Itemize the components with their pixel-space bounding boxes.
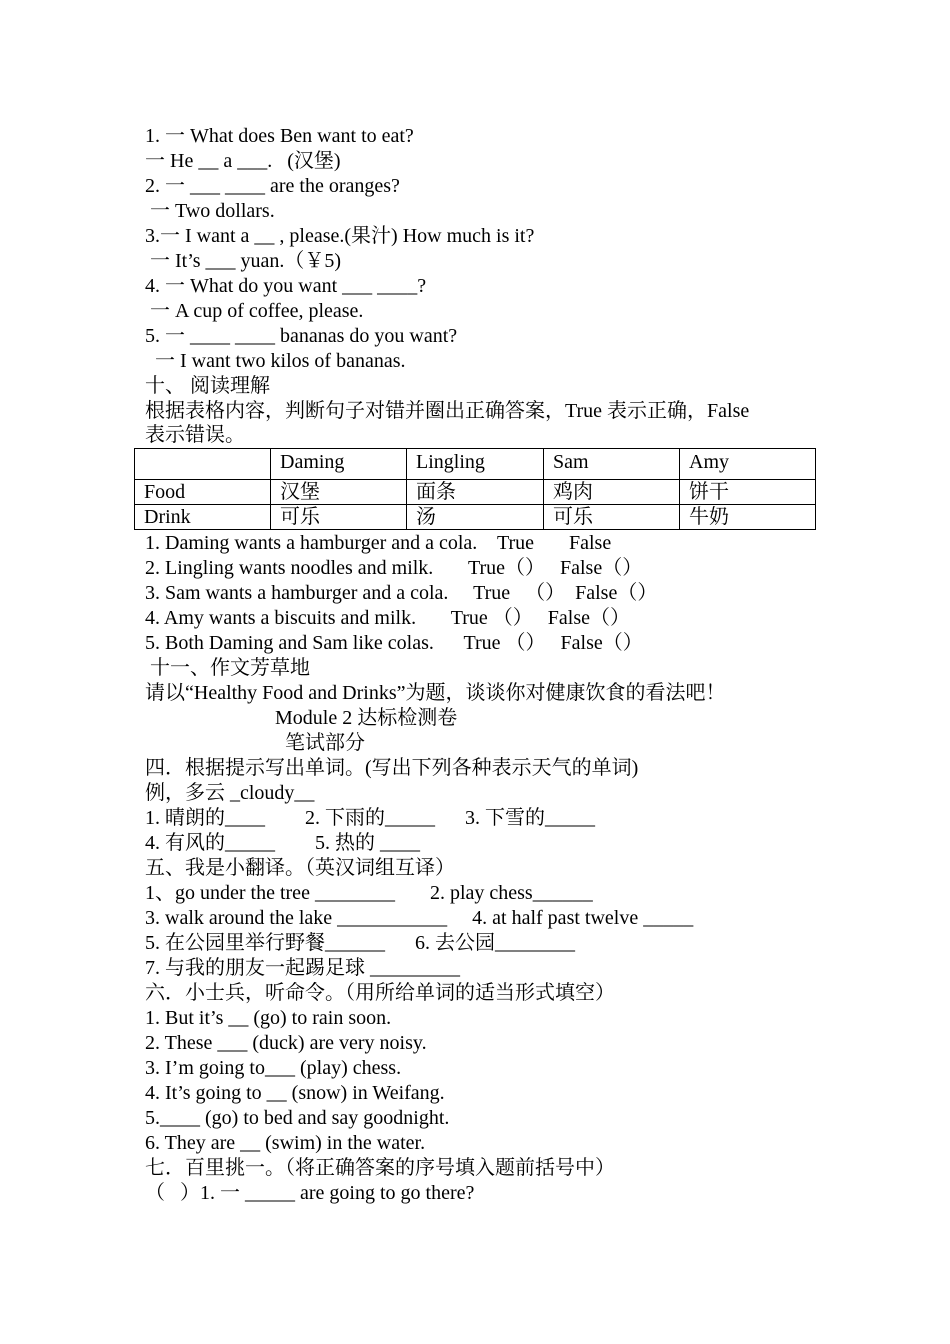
text-line: 5. 一 ____ ____ bananas do you want? <box>145 325 458 347</box>
table-cell <box>135 449 271 480</box>
table-cell: 饼干 <box>680 480 816 505</box>
text-line: 2. 一 ___ ____ are the oranges? <box>145 175 400 197</box>
text-line: 1. But it’s __ (go) to rain soon. <box>145 1007 392 1029</box>
text-line: 4. Amy wants a biscuits and milk. True （） False（） <box>145 607 630 629</box>
table-cell: Sam <box>544 449 680 480</box>
table-cell: 汤 <box>407 505 544 530</box>
text-line: 3. walk around the lake ___________ 4. at half past twelve _____ <box>145 907 694 929</box>
text-line: 一 It’s ___ yuan.（￥5) <box>145 250 342 272</box>
table-cell: 牛奶 <box>680 505 816 530</box>
table-header-row <box>135 449 816 480</box>
text-line: 1. 晴朗的____ 2. 下雨的_____ 3. 下雪的_____ <box>145 807 595 829</box>
page-title: Module 2 达标检测卷 <box>145 707 458 729</box>
section-heading: 六．小士兵，听命令。（用所给单词的适当形式填空） <box>145 982 615 1004</box>
text-line: 1. 一 What does Ben want to eat? <box>145 125 414 147</box>
table-cell: Daming <box>271 449 407 480</box>
text-line: 1. Daming wants a hamburger and a cola. True False <box>145 532 612 554</box>
text-line: 3. I’m going to___ (play) chess. <box>145 1057 402 1079</box>
table-cell: Food <box>135 480 271 505</box>
section-heading: 十、 阅读理解 <box>145 375 270 397</box>
text-line: 6. They are __ (swim) in the water. <box>145 1132 426 1154</box>
table-cell: Drink <box>135 505 271 530</box>
text-line: 2. These ___ (duck) are very noisy. <box>145 1032 427 1054</box>
table-cell: 可乐 <box>544 505 680 530</box>
text-line: 一 A cup of coffee, please. <box>145 300 364 322</box>
table-cell: 鸡肉 <box>544 480 680 505</box>
instruction-text: 根据表格内容，判断句子对错并圈出正确答案，True 表示正确，False <box>145 400 750 422</box>
section-heading: 四．根据提示写出单词。(写出下列各种表示天气的单词) <box>145 757 639 779</box>
table-row <box>135 505 816 530</box>
text-line: 一 He __ a ___. (汉堡) <box>145 150 341 172</box>
text-line: 7. 与我的朋友一起踢足球 _________ <box>145 957 460 979</box>
text-line: 5. Both Daming and Sam like colas. True （） False（） <box>145 632 643 654</box>
table-cell: Lingling <box>407 449 544 480</box>
text-line: 一 I want two kilos of bananas. <box>145 350 406 372</box>
text-line: 4. 有风的_____ 5. 热的 ____ <box>145 832 420 854</box>
text-line: 4. 一 What do you want ___ ____? <box>145 275 427 297</box>
instruction-text: 请以“Healthy Food and Drinks”为题，谈谈你对健康饮食的看法吧！ <box>145 682 726 704</box>
section-heading: 五、我是小翻译。（英汉词组互译） <box>145 857 455 879</box>
table-cell: Amy <box>680 449 816 480</box>
text-line: 例，多云 _cloudy__ <box>145 782 315 804</box>
food-drink-table <box>134 448 816 530</box>
text-line: 4. It’s going to __ (snow) in Weifang. <box>145 1082 445 1104</box>
text-line: 3. Sam wants a hamburger and a cola. True （） False（） <box>145 582 658 604</box>
table-cell: 汉堡 <box>271 480 407 505</box>
text-line: 5. 在公园里举行野餐______ 6. 去公园________ <box>145 932 575 954</box>
text-line: 3.一 I want a __ , please.(果汁) How much is it? <box>145 225 535 247</box>
section-heading: 七．百里挑一。（将正确答案的序号填入题前括号中） <box>145 1157 615 1179</box>
page-subtitle: 笔试部分 <box>145 732 365 754</box>
table-cell: 面条 <box>407 480 544 505</box>
text-line: 2. Lingling wants noodles and milk. True（） False（） <box>145 557 643 579</box>
text-line: 5.____ (go) to bed and say goodnight. <box>145 1107 450 1129</box>
table-cell: 可乐 <box>271 505 407 530</box>
table-row <box>135 480 816 505</box>
text-line: （ ）1. 一 _____ are going to go there? <box>145 1182 475 1204</box>
section-heading: 十一、作文芳草地 <box>145 657 310 679</box>
instruction-text: 表示错误。 <box>145 424 245 446</box>
text-line: 一 Two dollars. <box>145 200 275 222</box>
text-line: 1、go under the tree ________ 2. play chess______ <box>145 882 593 904</box>
